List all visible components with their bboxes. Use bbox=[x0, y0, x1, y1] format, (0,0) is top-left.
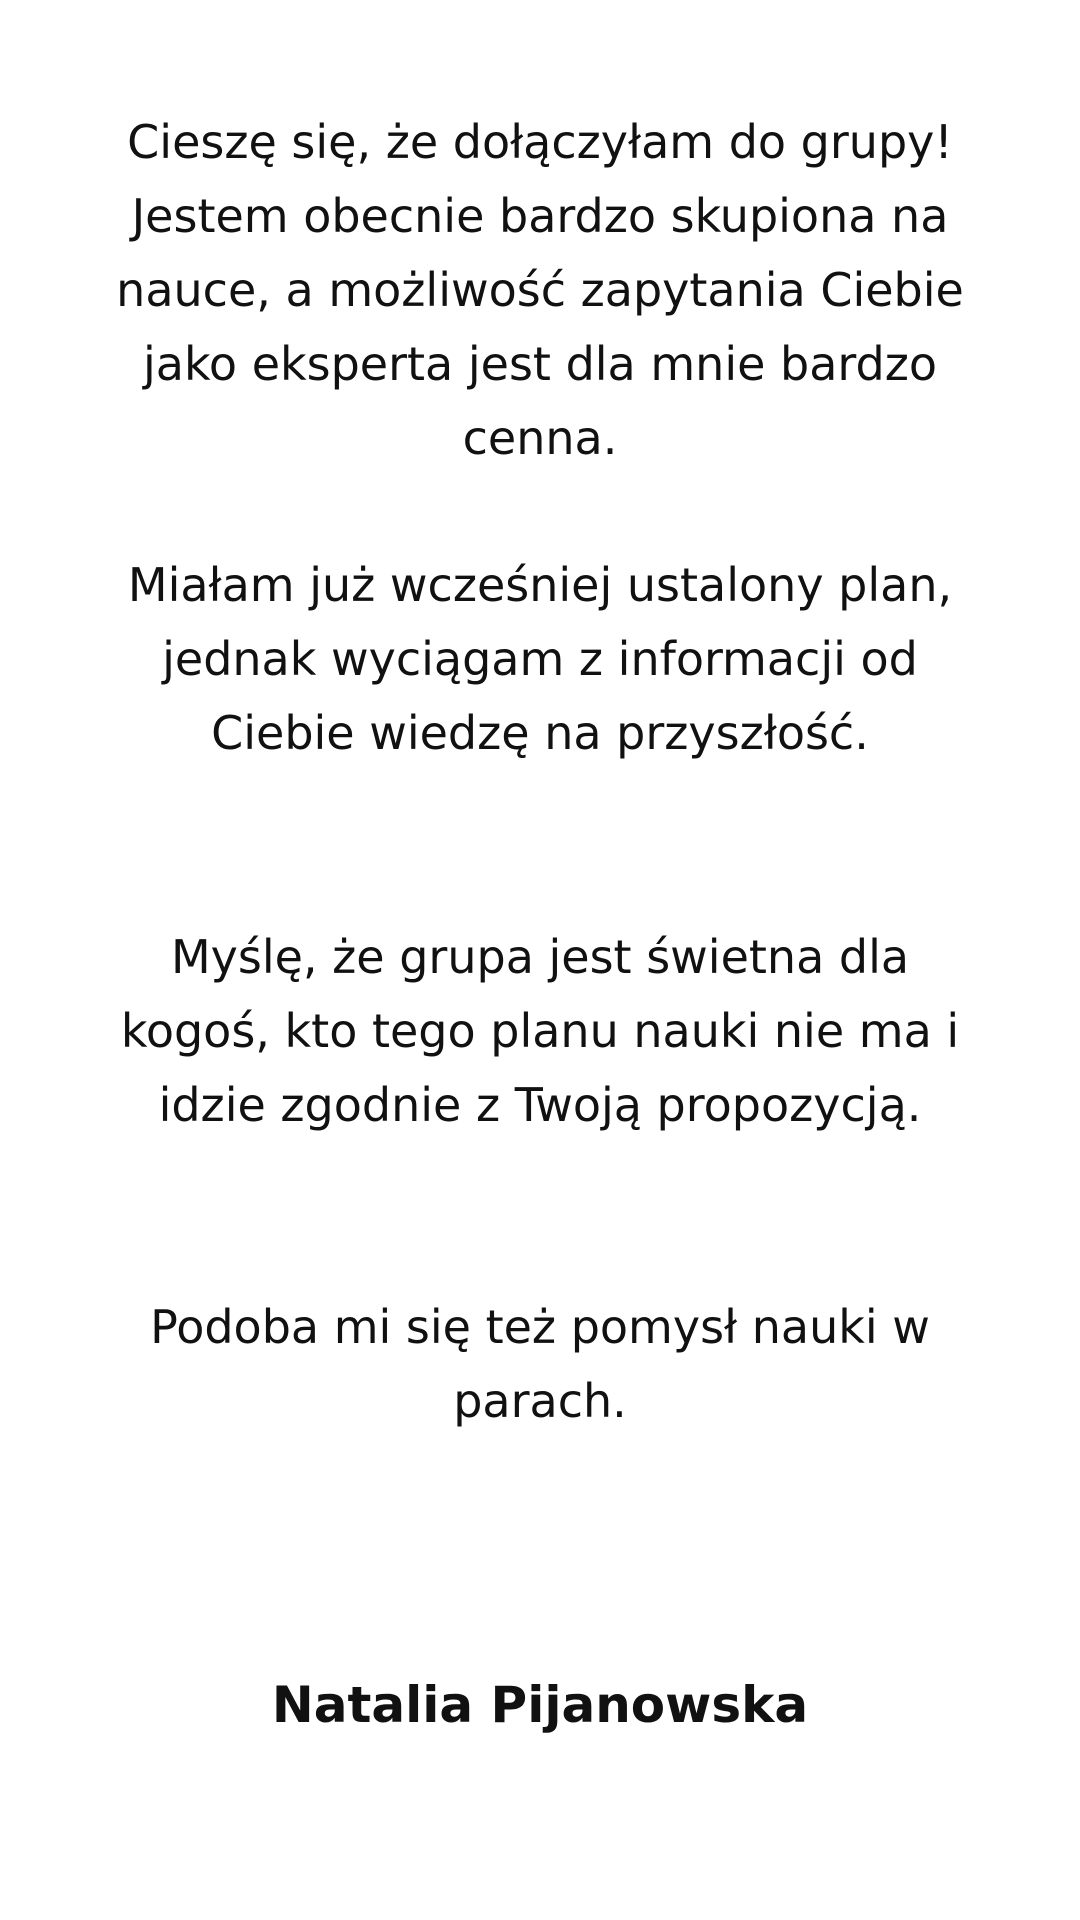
testimonial-paragraph: Myślę, że grupa jest świetna dla kogoś, kto tego planu nauki nie ma i idzie zgodnie z Twoją propozycją. bbox=[120, 930, 960, 1132]
author-name: Natalia Pijanowska bbox=[271, 1676, 809, 1734]
testimonial-paragraph: Cieszę się, że dołączyłam do grupy! Jestem obecnie bardzo skupiona na nauce, a możliwość zapytania Ciebie jako eksperta jest dla mnie bardzo cenna. bbox=[116, 115, 964, 465]
testimonial-paragraph: Podoba mi się też pomysł nauki w parach. bbox=[150, 1300, 930, 1428]
testimonial-paragraph: Miałam już wcześniej ustalony plan, jednak wyciągam z informacji od Ciebie wiedzę na przyszłość. bbox=[127, 558, 953, 760]
